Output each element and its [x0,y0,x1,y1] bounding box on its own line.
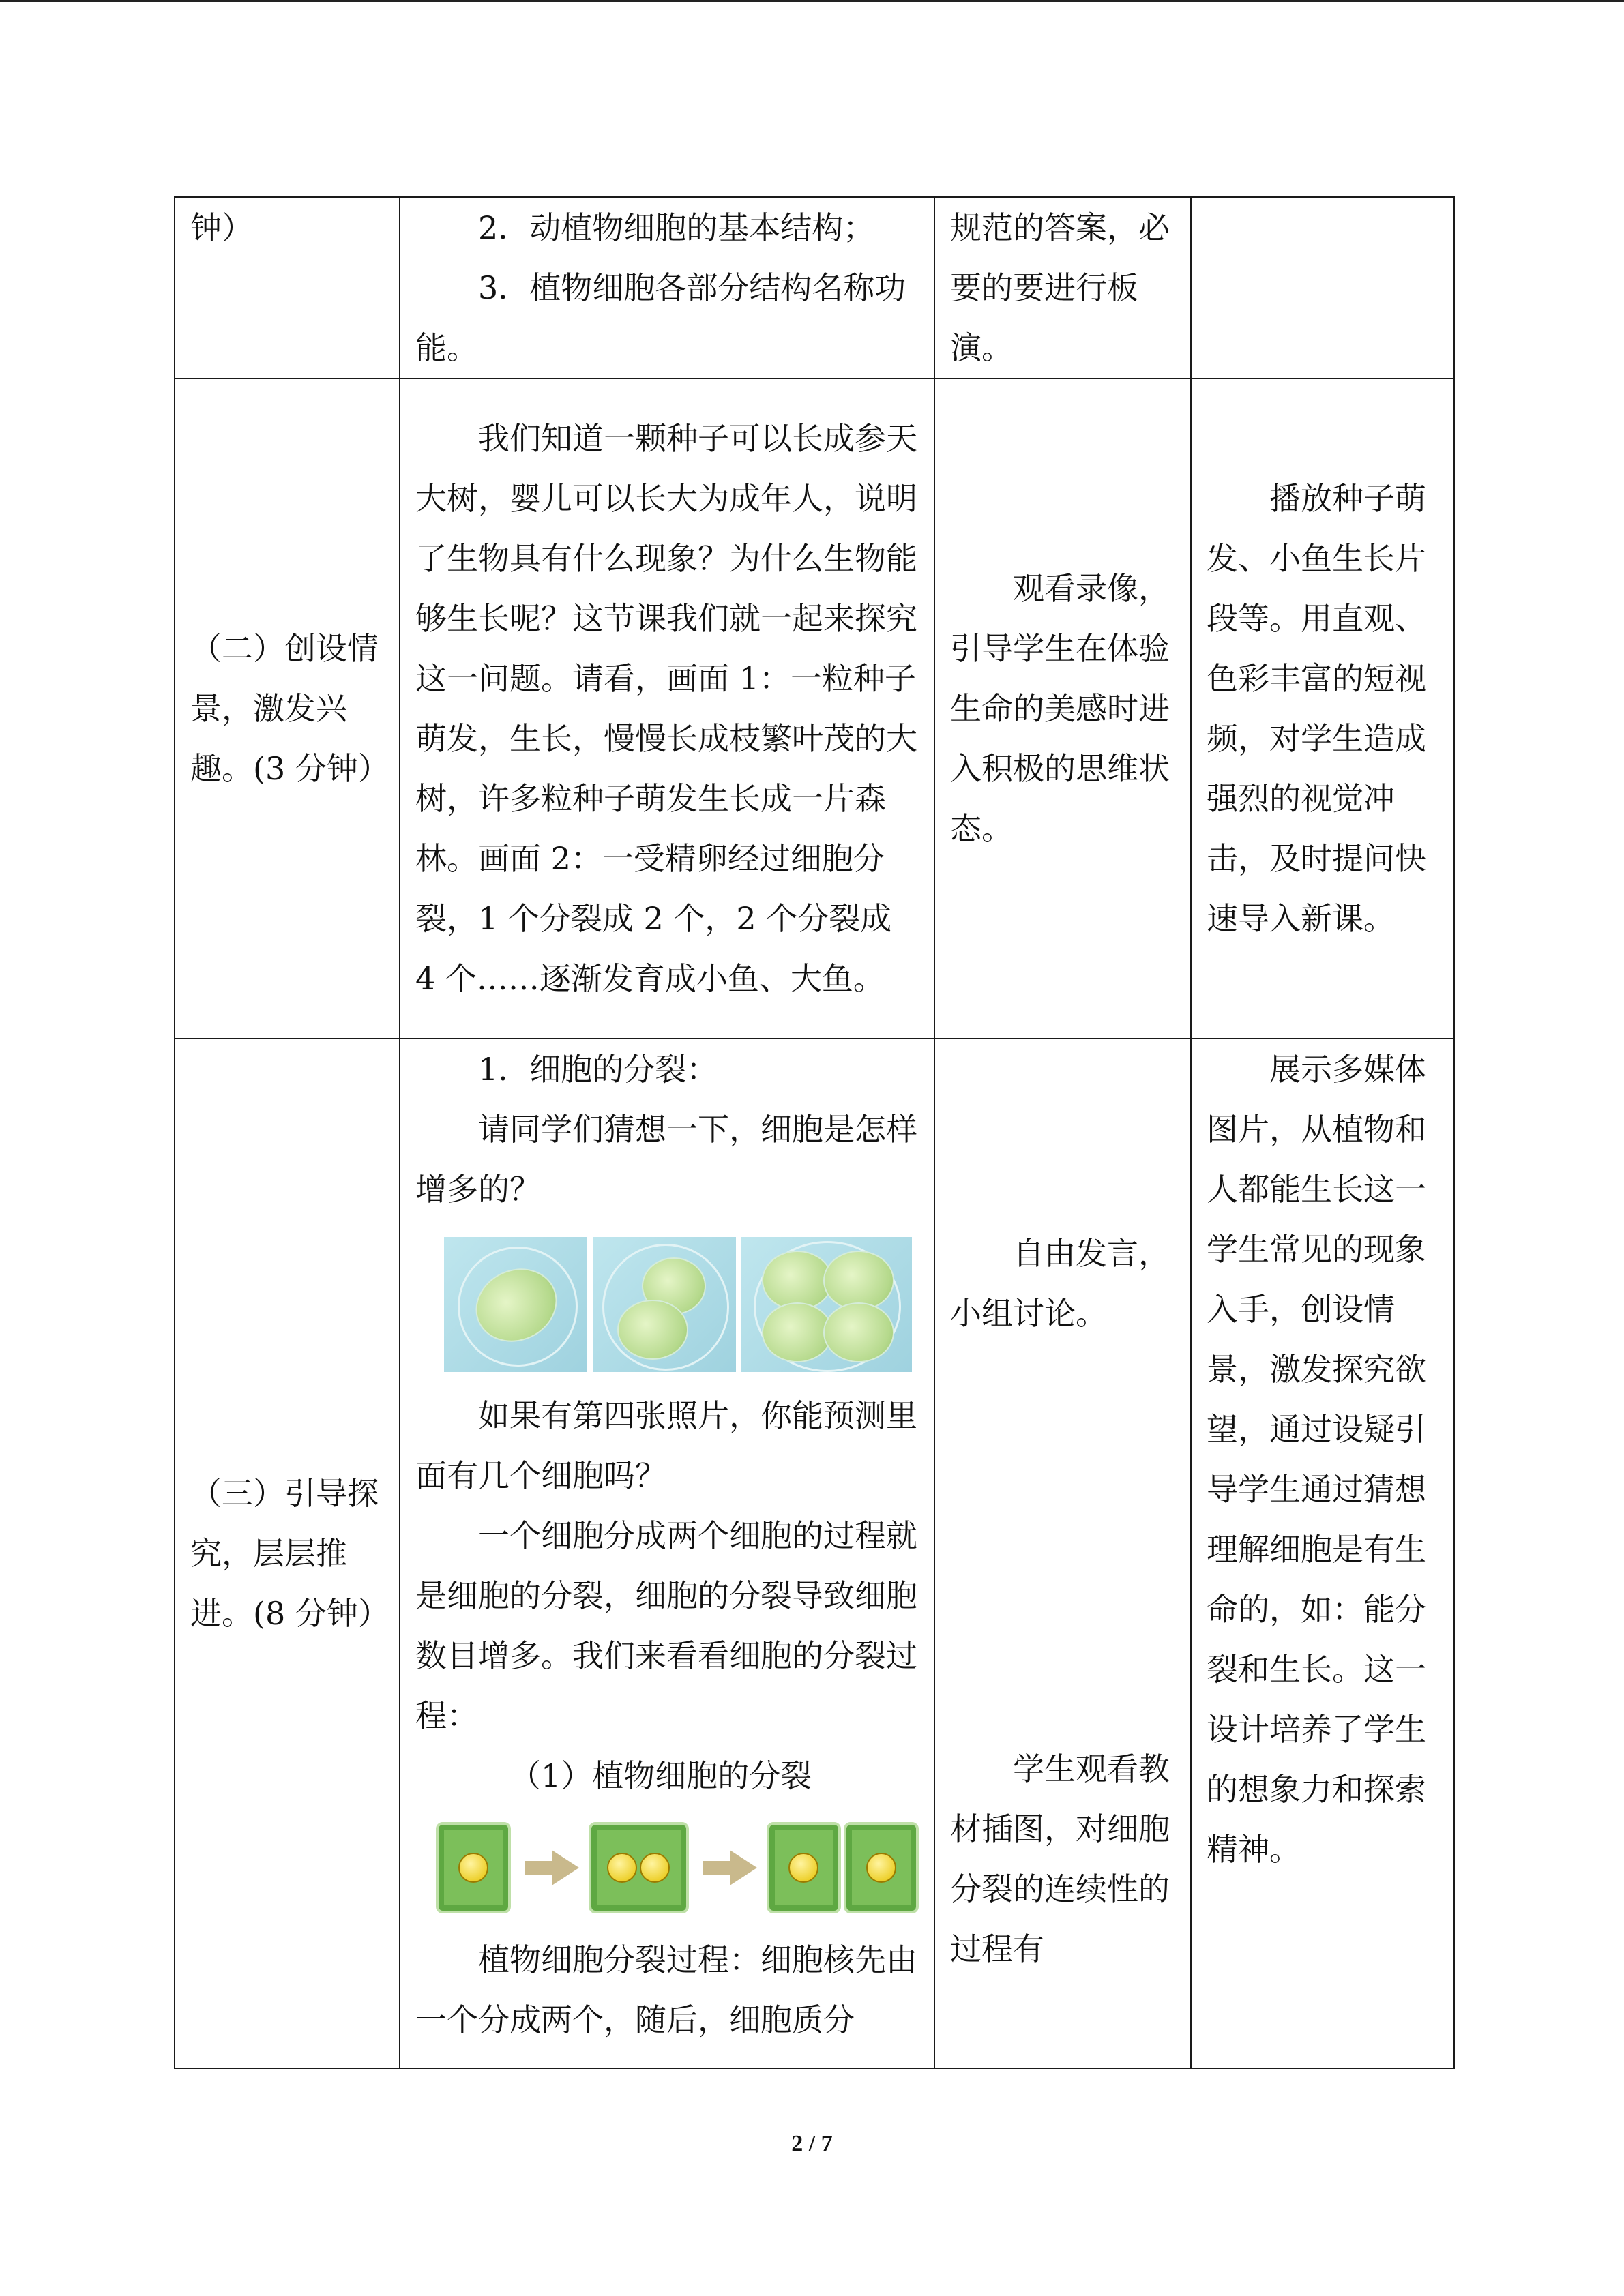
plant-cell-stage-1 [436,1822,511,1913]
table-row [175,378,1454,1039]
page-separator: / [803,2131,821,2156]
current-page: 2 [791,2131,803,2156]
table-row [175,197,1454,378]
two-cell-photo [593,1237,736,1372]
design-intent-cell [1191,378,1454,1039]
nucleus-icon [788,1853,818,1883]
stage-cell [175,378,400,1039]
content-text: 一个细胞分成两个细胞的过程就是细胞的分裂，细胞的分裂导致细胞数目增多。我们来看看细胞的分裂过程： [415,1517,917,1734]
stage-text: 钟） [190,209,253,246]
content-line: 3．植物细胞各部分结构名称功能。 [415,269,906,366]
intent-text: 播放种子萌发、小鱼生长片段等。用直观、色彩丰富的短视频，对学生造成强烈的视觉冲击，及时提问快速导入新课。 [1207,480,1426,937]
stage-cell [175,1039,400,2068]
stage-cell [175,197,400,378]
total-pages: 7 [821,2131,833,2156]
student-text: 观看录像，引导学生在体验生命的美感时进入积极的思维状态。 [950,570,1170,847]
content-line: 2．动植物细胞的基本结构； [478,209,875,246]
student-text: 自由发言，小组讨论。 [950,1235,1170,1332]
section-heading: 1．细胞的分裂： [478,1051,718,1088]
content-text: 我们知道一颗种子可以长成参天大树，婴儿可以长大为成年人，说明了生物具有什么现象？为什么生物能够生长呢？这节课我们就一起来探究这一问题。请看，画面 1：一粒种子萌发，生长，慢慢长成枝繁叶茂的大树，许多粒种子萌发生长成一片森林。画面 2：一受精卵经过细胞分裂，1 个分裂成 2 个，2 个分裂成 4 个……逐渐发育成小鱼、大鱼。 [415,420,917,997]
plant-cell-stage-3b [844,1822,919,1913]
stage-text: （三）引导探究，层层推进。(8 分钟） [190,1475,389,1632]
content-cell [400,378,934,1039]
content-text: 植物细胞分裂过程：细胞核先由一个分成两个，随后，细胞质分 [415,1941,917,2038]
nucleus-icon [866,1853,896,1883]
nucleus-icon [640,1853,670,1883]
lesson-plan-table [174,196,1455,2069]
student-text: 学生观看教材插图，对细胞分裂的连续性的过程有 [950,1750,1170,1967]
design-intent-cell [1191,197,1454,378]
content-cell [400,197,934,378]
student-activity-cell [934,197,1191,378]
student-activity-cell [934,1039,1191,2068]
stage-text: （二）创设情景，激发兴趣。(3 分钟） [190,630,389,787]
cell-division-photos [444,1237,919,1372]
plant-cell-division-diagram [436,1817,919,1919]
design-intent-cell [1191,1039,1454,2068]
arrow-right-icon [552,1850,579,1885]
student-text: 规范的答案，必要的要进行板演。 [950,209,1170,366]
content-text: 如果有第四张照片，你能预测里面有几个细胞吗？ [415,1397,917,1494]
page-number [0,2131,1624,2157]
top-border-line [0,0,1624,2]
plant-cell-stage-3a [767,1822,842,1913]
plant-cell-stage-2 [589,1822,689,1913]
student-activity-cell [934,378,1191,1039]
nucleus-icon [458,1853,488,1883]
arrow-right-icon [730,1850,757,1885]
table-row [175,1039,1454,2068]
intent-text: 展示多媒体图片，从植物和人都能生长这一学生常见的现象入手，创设情景，激发探究欲望，通过设疑引导学生通过猜想理解细胞是有生命的，如：能分裂和生长。这一设计培养了学生的想象力和探索精神。 [1207,1051,1426,1868]
subsection-heading: （1）植物细胞的分裂 [510,1757,812,1794]
content-cell [400,1039,934,2068]
single-cell-photo [444,1237,587,1372]
nucleus-icon [607,1853,637,1883]
content-text: 请同学们猜想一下，细胞是怎样增多的？ [415,1111,917,1208]
four-cell-photo [741,1237,912,1372]
